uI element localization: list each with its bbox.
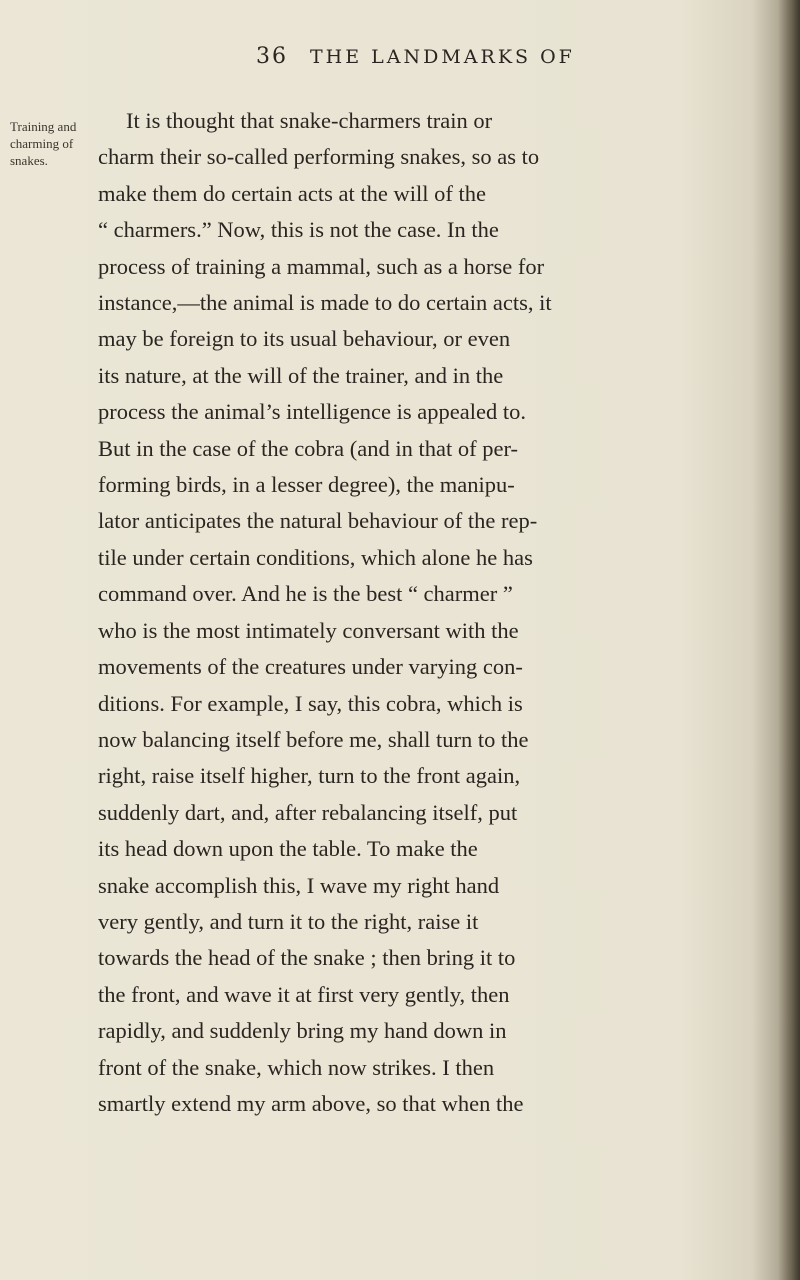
text-line: now balancing itself before me, shall turn to the — [98, 726, 529, 752]
page-number: 36 — [256, 44, 288, 69]
text-line: forming birds, in a lesser degree), the manipu- — [98, 472, 515, 498]
text-line: lator anticipates the natural behaviour of the rep- — [98, 508, 538, 534]
text-line: charm their so-called performing snakes, so as to — [98, 144, 540, 170]
text-line: rapidly, and suddenly bring my hand down in — [98, 1018, 507, 1044]
text-line: suddenly dart, and, after rebalancing itself, put — [98, 799, 518, 825]
text-line: process the animal’s intelligence is appealed to. — [98, 399, 526, 425]
text-line: may be foreign to its usual behaviour, or even — [98, 326, 511, 352]
text-line: make them do certain acts at the will of the — [98, 180, 486, 206]
text-line: its nature, at the will of the trainer, and in the — [98, 362, 504, 388]
text-line: ditions. For example, I say, this cobra, which is — [98, 690, 523, 716]
text-line: its head down upon the table. To make the — [98, 836, 478, 862]
running-title: THE LANDMARKS OF — [310, 46, 575, 68]
text-line: the front, and wave it at first very gently, then — [98, 981, 510, 1007]
text-line: front of the snake, which now strikes. I then — [98, 1054, 495, 1080]
body-paragraph — [98, 103, 770, 1122]
text-line: movements of the creatures under varying con- — [98, 654, 523, 680]
text-line: smartly extend my arm above, so that when the — [98, 1090, 524, 1116]
text-line: tile under certain conditions, which alone he has — [98, 544, 533, 570]
margin-note-line: snakes. — [10, 153, 48, 168]
text-line: instance,—the animal is made to do certain acts, it — [98, 290, 552, 316]
text-line: command over. And he is the best “ charmer ” — [98, 581, 513, 607]
margin-note — [10, 118, 82, 169]
text-line: very gently, and turn it to the right, raise it — [98, 908, 479, 934]
text-line: towards the head of the snake ; then bring it to — [98, 945, 516, 971]
text-line: It is thought that snake-charmers train or — [126, 108, 493, 133]
margin-note-line: Training and — [10, 119, 77, 134]
text-line: But in the case of the cobra (and in that of per- — [98, 435, 519, 461]
margin-note-line: charming of — [10, 136, 74, 151]
text-line: who is the most intimately conversant with the — [98, 617, 519, 643]
text-line: snake accomplish this, I wave my right hand — [98, 872, 500, 898]
page-edge-shadow — [778, 0, 800, 1280]
text-line: right, raise itself higher, turn to the front again, — [98, 763, 521, 789]
text-line: “ charmers.” Now, this is not the case. In the — [98, 217, 499, 243]
text-line: process of training a mammal, such as a horse for — [98, 253, 545, 279]
